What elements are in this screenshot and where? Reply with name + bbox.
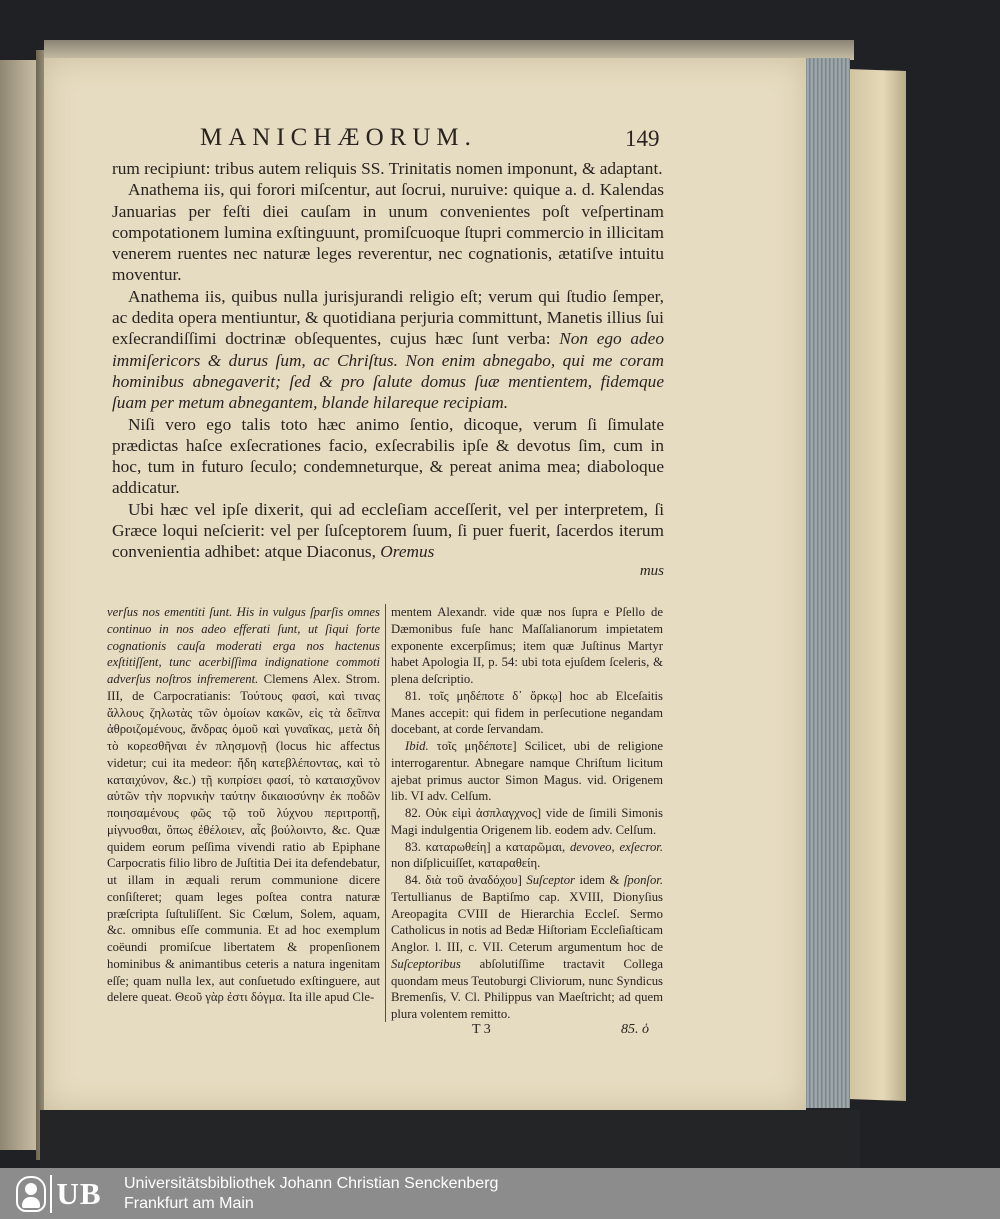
footnote-83 <box>391 839 663 873</box>
main-text <box>112 158 664 579</box>
main-catchword: mus <box>639 562 664 579</box>
logo-text: UB <box>56 1175 102 1211</box>
paragraph-3-text: Anathema iis, quibus nulla jurisjurandi religio eſt; verum qui ſtudio ſemper, ac dedita opera mentiuntur, & quotidiana perjuria committunt, Manetis illius ſui exſecrandiſſimi doctrinæ obſequentes, cujus hæc ſunt verba: <box>112 286 664 349</box>
footnote-ibid-text: τοῖς μηδέποτε] Scilicet, ubi de religione interrogarentur. Abnegare namque Chriſtum licitum ajebat primus auctor Simon Magus. vid. Origenem lib. VI adv. Celſum. <box>391 739 664 804</box>
footnote-column-left <box>107 604 385 1022</box>
paragraph-5 <box>112 499 664 563</box>
book-cover-edge <box>848 69 906 1101</box>
page-number: 149 <box>625 126 660 151</box>
bottom-shadow <box>40 1110 860 1168</box>
footnote-84-italic-1: Suſceptor <box>526 873 575 887</box>
library-footer <box>0 1168 1000 1219</box>
footnote-column-right <box>385 604 663 1022</box>
paragraph-4: Niſi vero ego talis toto hæc animo ſentio, dicoque, verum ſi ſimulate prædictas haſce exſecrationes facio, exſecrabilis ipſe & devotus ſim, cum in hoc, tum in futuro ſeculo; condemneturque, & pereat anima mea; diaboloque addicatur. <box>112 414 664 498</box>
paragraph-5-italic: Oremus <box>380 542 435 562</box>
footnote-left <box>107 604 380 1006</box>
library-name <box>124 1174 498 1214</box>
footnote-84 <box>391 872 663 1023</box>
paragraph-2: Anathema iis, qui forori miſcentur, aut ſocrui, nuruive: quique a. d. Kalendas Januarias per feſti diei cauſam in unum convenientes poſt veſpertinam compotationem lumina exſtinguunt, promiſcuoque ſtupri commercio in illicitam venerem ruentes nec naturæ leges reverentur, nec cognationis, ætatiſve intuitu moventur. <box>112 180 664 285</box>
page-fore-edge <box>806 58 850 1108</box>
paragraph-3 <box>112 286 664 414</box>
footnote-ibid-label: Ibid. <box>405 739 429 753</box>
footnote-84-b: idem & <box>579 873 620 887</box>
footnote-left-italic: verſus nos ementiti ſunt. His in vulgus ſparſis omnes continuo in nos adeo efferati ſunt, ut ſiqui forte cognationis cauſa moderati erga nos hactenus exſtitiſſent, tunc acerbiſſima indignatione commoti adverſus noſtros infremerent. <box>107 605 380 686</box>
bottom-catchword: 85. ὁ <box>621 1022 649 1037</box>
footnote-83-a: 83. καταρωθείη] a καταρῶμαι, <box>405 839 566 854</box>
footnote-83-b: non diſplicuiſſet, καταραθείη. <box>391 856 541 871</box>
footnote-left-text: Clemens Alex. Strom. III, de Carpocratianis: Τούτους φασί, καὶ τινας ἄλλους ζηλωτὰς τῶν ὁμοίων κακῶν, εἰς τὰ δεῖπνα ἀθροιζομένους, ἄνδρας ὁμοῦ καὶ γυναῖκας, μετὰ δὴ τὸ κορεσθῆναι ἐν πλησμονῇ (locus hic affectus videtur; cui ita medeor: ἤδη κατεβλέποντας, καὶ τὸ καταιχύνον, &c.) τῇ κυπρίσει φασί, τὸ καταισχῦνον αὐτῶν τὴν πορνικὴν ταύτην δικαιοσύνην ἐκ ποδῶν ποιησαμένους φῶς τῷ τοῦ λύχνου περιτροπῇ, μίγνυσθαι, ὅπως ἐθέλοιεν, αἷς βούλοιντο, &c. Quæ quidem eorum peſſima vivendi ratio ab Epiphane Carpocratis filio libro de Juſtitia Dei ita defendebatur, ut illam in æquali rerum communione dicere conſiſteret; quam leges poſtea contra naturæ præſcripta ſuſtuliſſent. Sic Cœlum, Solem, aquam, &c. omnibus eſſe communia. Et ad hoc exemplum coëundi promiſcue libertatem & propenſionem hominibus & animantibus ceteris a natura ingenitam eſſe; quam nulla lex, aut conſuetudo exſtinguere, aut delere queat. Θεοῦ γὰρ ἐστι δόγμα. Ita ille apud Cle- <box>107 672 380 1005</box>
footnote-r1: mentem Alexandr. vide quæ nos ſupra e Pſello de Dæmonibus fuſe hanc Maſſalianorum impietatem exponente excerpſimus; item quæ Juſtinus Martyr habet Apologia II, p. 54: ubi tota ejuſdem ſceleris, & plena deſcriptio. <box>391 605 663 686</box>
paragraph-1: rum recipiunt: tribus autem reliquis SS. Trinitatis nomen imponunt, & adaptant. <box>112 159 663 178</box>
footnote-82: 82. Οὐκ εἰμὶ ἀσπλαγχνος] vide de ſimili Simonis Magi indulgentia Origenem lib. eodem adv. Celſum. <box>391 806 663 837</box>
footnote-84-c: Tertullianus de Baptiſmo cap. XVIII, Dionyſius Areopagita CVIII de Hierarchia Eccleſ. Sermo Catholicus in notis ad Bedæ Hiſtoriam Eccleſiaſticam Anglor. l. III, c. VII. Ceterum argumentum hoc de <box>391 889 663 954</box>
manes-quote: Non ego adeo immiſericors & durus ſum, ac Chriſtus. Non enim abnegabo, qui me coram hominibus abnegaverit; ſed & pro ſalute domus ſuæ mentientem, fidemque ſuam per metum abnegantem, blande hilareque recipiam. <box>112 329 664 413</box>
footnote-84-d: abſolutiſſime tractavit Collega quondam meus Teutoburgi Cliviorum, nunc Syndicus Bremenſis, V. Cl. Philippus van Maeſtricht; ad quem plura volentem remitto. <box>391 956 663 1021</box>
running-head: MANICHÆORUM. <box>200 124 477 151</box>
library-name-line-1: Universitätsbibliothek Johann Christian Senckenberg <box>124 1174 499 1192</box>
library-logo[interactable] <box>0 1168 118 1219</box>
logo-divider <box>50 1175 52 1213</box>
footnote-84-a: 84. διὰ τοῦ ἀναδόχου] <box>405 873 522 887</box>
signature-mark: T 3 <box>472 1022 491 1037</box>
page-top-edge <box>44 40 854 60</box>
footnote-83-italic: devoveo, exſecror. <box>569 839 663 854</box>
seal-icon <box>16 1176 46 1212</box>
footnote-81: 81. τοῖς μηδέποτε δ᾽ ὄρκῳ] hoc ab Elceſaitis Manes accepit: qui fidem in perſecutione negandam docebant, at corde ſervandam. <box>391 688 663 737</box>
footnotes <box>107 604 665 1022</box>
paragraph-5-text: Ubi hæc vel ipſe dixerit, qui ad eccleſiam acceſſerit, vel per interpretem, ſi Græce loqui neſcierit: vel per ſuſceptorem ſuum, ſi puer fuerit, ſacerdos iterum convenientia adhibet: atque Diaconus, <box>112 499 664 562</box>
library-name-line-2: Frankfurt am Main <box>124 1194 254 1212</box>
footnote-84-italic-3: Suſceptoribus <box>391 956 461 971</box>
footnote-ibid <box>391 738 663 805</box>
footnote-84-italic-2: ſponſor. <box>623 873 664 887</box>
